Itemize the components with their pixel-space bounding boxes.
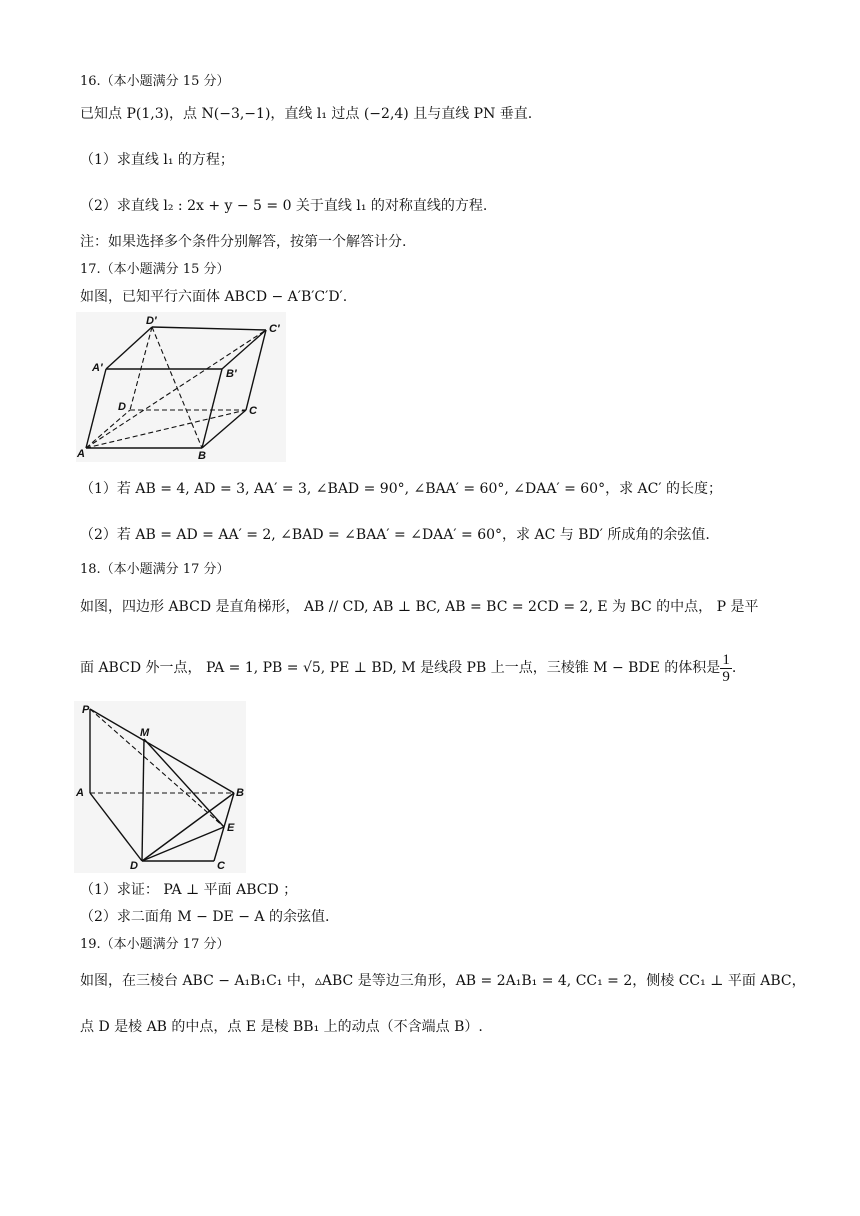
label-b: B [198, 450, 206, 462]
label-d: D [130, 860, 138, 872]
q16-part1: （1）求直线 l₁ 的方程； [80, 152, 234, 168]
volume-fraction [720, 652, 732, 685]
fraction-denominator: 9 [722, 668, 730, 685]
q18-stem-line2 [80, 651, 736, 685]
figure-background [76, 312, 286, 462]
q18-stem-line2-text: 面 ABCD 外一点， PA = 1, PB = √5, PE ⊥ BD, M 是线段 PB 上一点，三棱锥 M − BDE 的体积是 [80, 660, 721, 676]
label-m: M [140, 727, 150, 739]
fraction-numerator: 1 [722, 651, 730, 668]
q16-part2: （2）求直线 l₂ : 2x + y − 5 = 0 关于直线 l₁ 的对称直线的方程. [80, 198, 488, 214]
q17-part2: （2）若 AB = AD = AA′ = 2, ∠BAD = ∠BAA′ = ∠DAA′ = 60°，求 AC 与 BD′ 所成角的余弦值. [80, 527, 710, 543]
label-b-prime: B′ [226, 368, 237, 380]
q17-heading: 17.（本小题满分 15 分） [80, 262, 230, 277]
q16-stem: 已知点 P(1,3)，点 N(−3,−1)，直线 l₁ 过点 (−2,4) 且与直线 PN 垂直. [80, 106, 533, 122]
q18-stem-line2-end: . [731, 660, 737, 676]
q18-part2: （2）求二面角 M − DE − A 的余弦值. [80, 909, 330, 925]
label-d-prime: D′ [146, 315, 157, 327]
label-a-prime: A′ [92, 362, 103, 374]
q19-heading: 19.（本小题满分 17 分） [80, 937, 230, 952]
q16-heading: 16.（本小题满分 15 分） [80, 74, 230, 89]
q19-stem-line1: 如图，在三棱台 ABC − A₁B₁C₁ 中，▵ABC 是等边三角形，AB = 2A₁B₁ = 4, CC₁ = 2，侧棱 CC₁ ⊥ 平面 ABC， [80, 973, 806, 989]
q17-stem: 如图，已知平行六面体 ABCD − A′B′C′D′. [80, 289, 348, 305]
q19-stem-line2: 点 D 是棱 AB 的中点，点 E 是棱 BB₁ 上的动点（不含端点 B）. [80, 1019, 483, 1035]
pyramid-figure [74, 701, 246, 873]
parallelepiped-figure [76, 312, 286, 462]
q18-heading: 18.（本小题满分 17 分） [80, 562, 230, 577]
label-c: C [249, 405, 257, 417]
label-e: E [227, 822, 235, 834]
label-a: A [77, 448, 85, 460]
label-p: P [82, 704, 90, 716]
q16-note: 注：如果选择多个条件分别解答，按第一个解答计分. [80, 234, 407, 250]
label-c-prime: C′ [269, 323, 280, 335]
label-a: A [76, 787, 84, 799]
label-d: D [118, 401, 126, 413]
q18-stem-line1: 如图，四边形 ABCD 是直角梯形， AB // CD, AB ⊥ BC, AB = BC = 2CD = 2, E 为 BC 的中点， P 是平 [80, 599, 759, 615]
q17-part1: （1）若 AB = 4, AD = 3, AA′ = 3, ∠BAD = 90°, ∠BAA′ = 60°, ∠DAA′ = 60°，求 AC′ 的长度； [80, 481, 722, 497]
q18-part1: （1）求证： PA ⊥ 平面 ABCD ； [80, 882, 298, 898]
label-c: C [217, 860, 225, 872]
label-b: B [236, 787, 244, 799]
